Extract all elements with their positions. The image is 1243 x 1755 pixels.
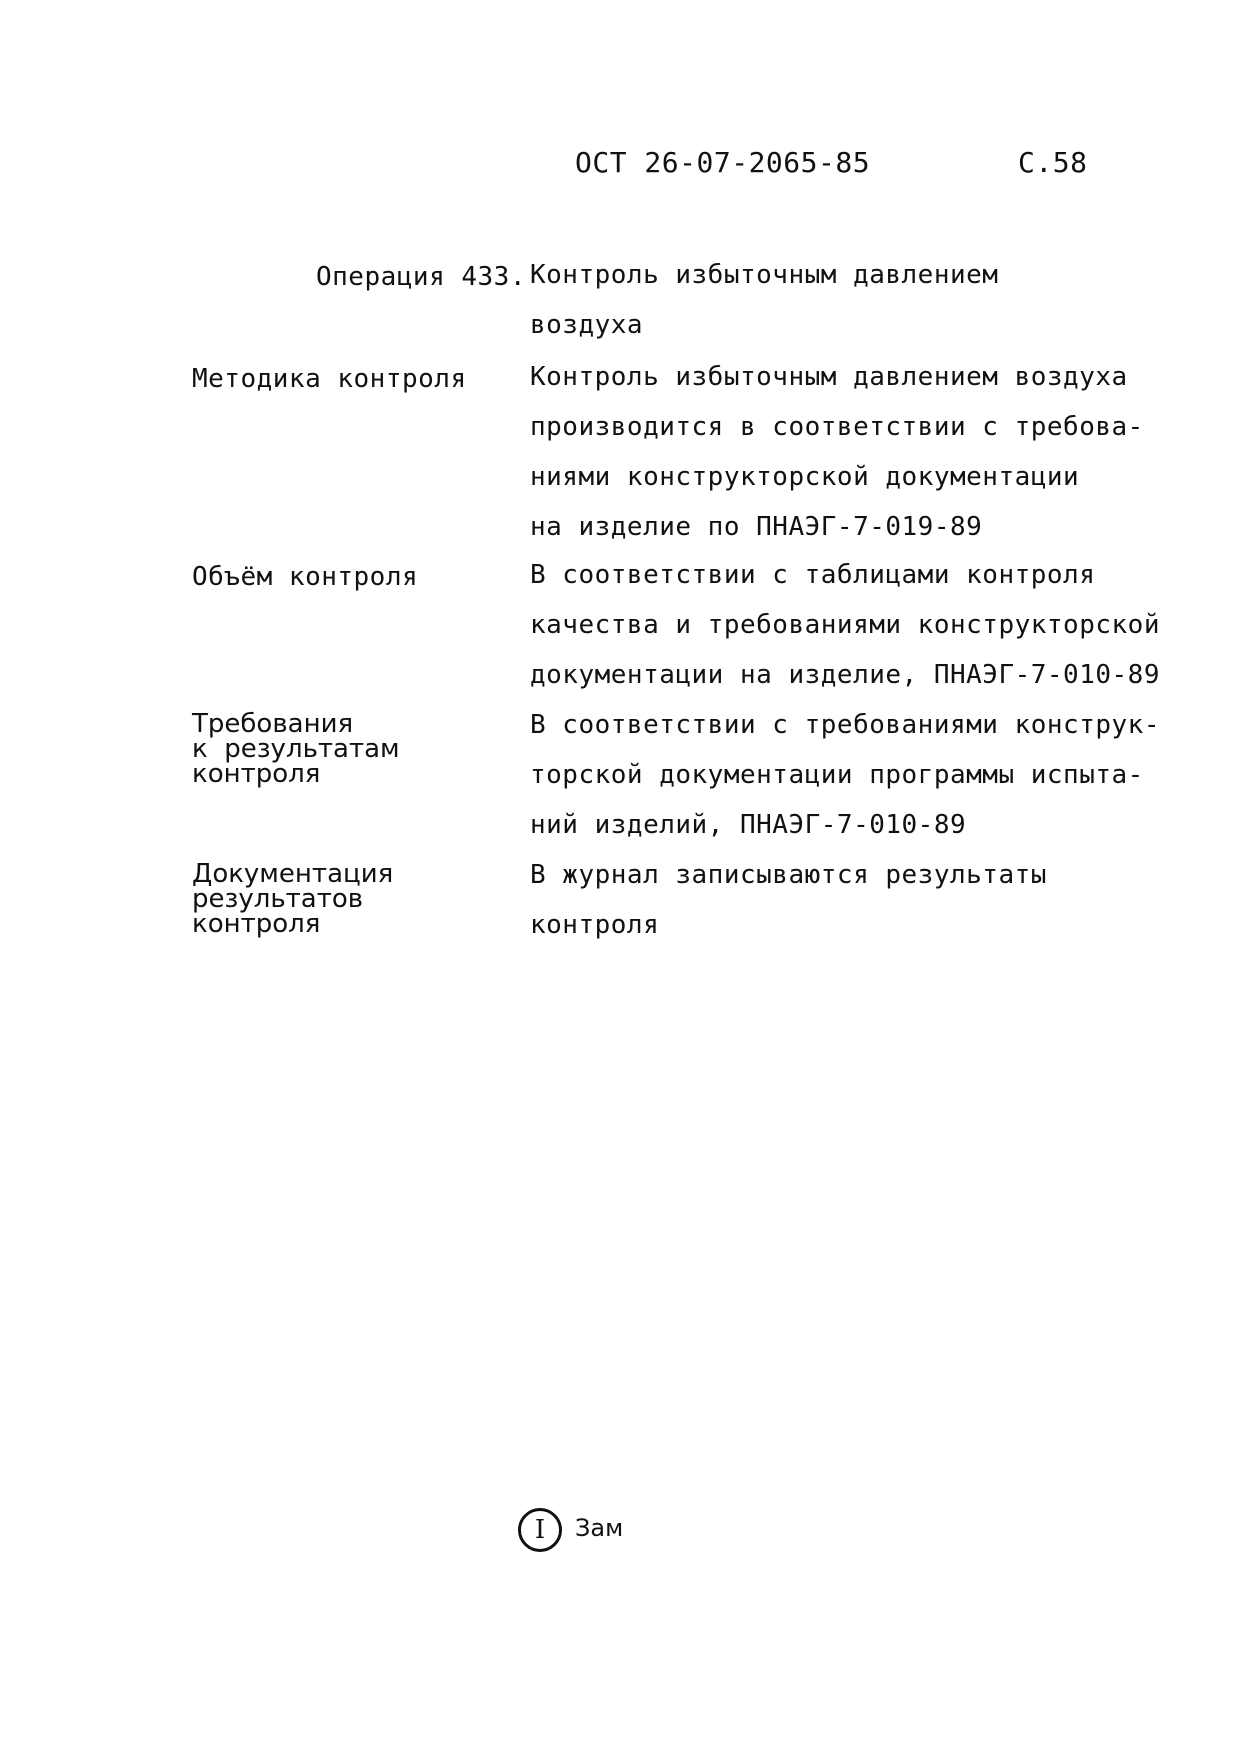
label-line: контроля — [192, 759, 321, 789]
text-line: торской документации программы испыта- — [530, 760, 1144, 790]
text-line: документации на изделие, ПНАЭГ-7-010-89 — [530, 660, 1160, 690]
change-number: I — [534, 1515, 546, 1545]
row-text-method — [530, 352, 1144, 552]
label-line: Документация — [192, 859, 394, 889]
text-line: В соответствии с требованиями конструк- — [530, 710, 1160, 740]
operation-label: Операция 433. — [316, 262, 526, 292]
change-label: Зам — [575, 1514, 624, 1542]
label-line: результатов — [192, 884, 364, 914]
label-line: к результатам — [192, 734, 400, 764]
text-line: Контроль избыточным давлением воздуха — [530, 362, 1128, 392]
row-label-documentation — [192, 859, 394, 939]
label-line: контроля — [192, 909, 321, 939]
document-code: ОСТ 26-07-2065-85 — [575, 146, 871, 179]
row-text-documentation — [530, 850, 1047, 950]
text-line: на изделие по ПНАЭГ-7-019-89 — [530, 512, 983, 542]
text-line: В соответствии с таблицами контроля — [530, 560, 1096, 590]
row-text-requirements — [530, 700, 1160, 850]
row-label-requirements — [192, 709, 400, 789]
text-line: В журнал записываются результаты — [530, 860, 1047, 890]
text-line: контроля — [530, 910, 660, 940]
operation-title-line: Контроль избыточным давлением — [530, 260, 999, 290]
label-line: Требования — [192, 709, 354, 739]
row-label-scope: Объём контроля — [192, 562, 419, 592]
text-line: производится в соответствии с требова- — [530, 412, 1144, 442]
row-label-method: Методика контроля — [192, 364, 467, 394]
text-line: ниями конструкторской документации — [530, 462, 1080, 492]
operation-title — [530, 250, 998, 350]
row-text-scope — [530, 550, 1160, 700]
operation-title-line: воздуха — [530, 310, 644, 340]
change-number-circle — [518, 1508, 562, 1552]
page-number: С.58 — [1018, 146, 1088, 179]
text-line: качества и требованиями конструкторской — [530, 610, 1160, 640]
text-line: ний изделий, ПНАЭГ-7-010-89 — [530, 810, 967, 840]
